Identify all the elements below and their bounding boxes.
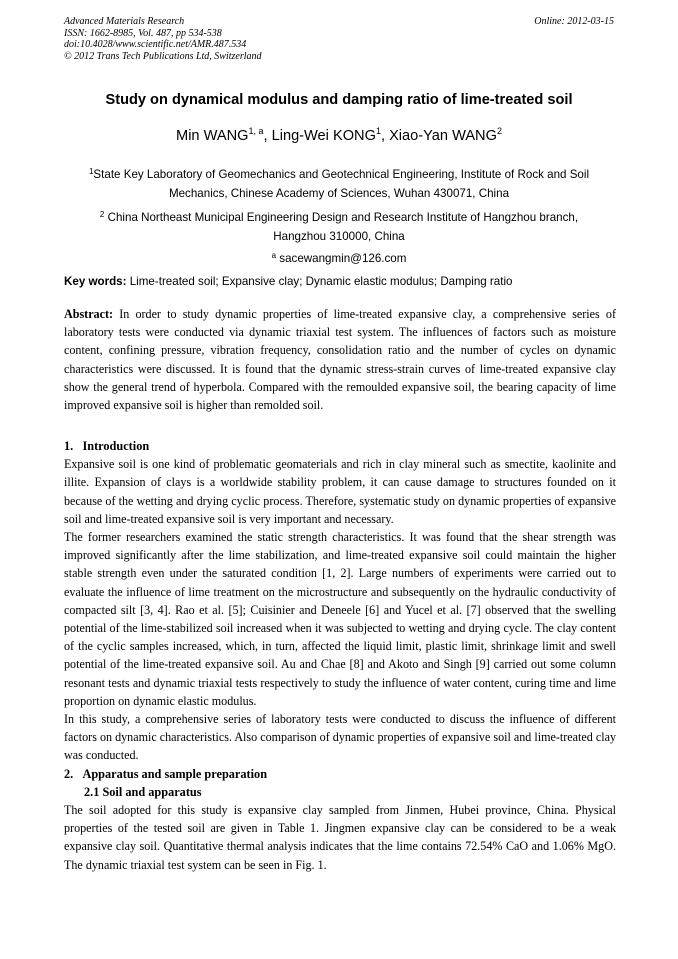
affiliation-line: State Key Laboratory of Geomechanics and Geotechnical Engineering, Institute of Rock and Soil <box>93 168 590 181</box>
paragraph: Expansive soil is one kind of problematic geomaterials and rich in clay mineral such as smectite, kaolinite and illite. Expansion of clays is a worldwide stability problem, it can cause damage to structures founded on it because of the wetting and drying cyclic process. Therefore, systematic study on dynamic properties of expansive soil and lime-treated expansive soil is very important and necessary. <box>64 457 616 526</box>
abstract <box>64 305 616 414</box>
author-list: Min WANG$^{1, a}$, Ling-Wei KONG$^1$, Xiao-Yan WANG$^2$ <box>176 126 502 144</box>
online-date: Online: 2012-03-15 <box>534 16 614 27</box>
paragraph: The former researchers examined the static strength characteristics. It was found that the shear strength was improved significantly after the lime stabilization, and lime-treated expansive soil could maintain the higher stable strength even under the saturated condition [1, 2]. Large numbers of experiments were carried out to evaluate the influence of lime treatment on the microstructure and subsequently on the hydraulic conductivity of compacted silt [3, 4]. Rao et al. [5]; Cuisinier and Deneele [6] and Yucel et al. [7] observed that the swelling potential of the lime-stabilized soil increased when it was subjected to wetting and drying cycle. The clay content of the cyclic samples increased, which, in turn, affected the liquid limit, plastic limit, shrinkage limit and swell potential of the lime-treated expansive soil. Au and Chae [8] and Akoto and Singh [9] carried out some column resonant tests and dynamic triaxial tests respectively to study the influence of water content, curing time and lime proportion on dynamic elastic modulus. <box>64 530 616 708</box>
affiliation-line: Mechanics, Chinese Academy of Sciences, Wuhan 430071, China <box>168 187 510 200</box>
subsection-heading-soil: 2.1 Soil and apparatus <box>84 784 202 799</box>
author-name: Xiao-Yan WANG <box>389 128 497 144</box>
author-name: Ling-Wei KONG <box>271 128 376 144</box>
copyright-line: © 2012 Trans Tech Publications Ltd, Switzerland <box>64 50 262 62</box>
section-heading-apparatus: 2. Apparatus and sample preparation <box>64 766 268 781</box>
email-address: sacewangmin@126.com <box>279 252 407 265</box>
section-heading-introduction: 1. Introduction <box>64 439 150 453</box>
abstract-text: In order to study dynamic properties of lime-treated expansive clay, a comprehensive series of laboratory tests were conducted via dynamic triaxial test system. The influences of factors such as moisture content, confining pressure, vibration frequency, consolidation ratio and the number of cycles on dynamic characteristics were discussed. It is found that the dynamic stress-strain curves of lime-treated expansive clay show the general trend of hyperbola. Compared with the remoulded expansive soil, the bearing capacity of lime improved expansive soil is higher than remolded soil. <box>64 307 616 413</box>
keywords <box>64 275 616 288</box>
doi-line: doi:10.4028/www.scientific.net/AMR.487.534 <box>64 39 247 51</box>
email-sup: a <box>271 251 277 260</box>
journal-name: Advanced Materials Research <box>64 16 185 27</box>
affiliation-line: China Northeast Municipal Engineering Design and Research Institute of Hangzhou branch, <box>107 211 579 224</box>
journal-header <box>64 16 262 62</box>
issn-line: ISSN: 1662-8985, Vol. 487, pp 534-538 <box>64 27 222 39</box>
paragraph: In this study, a comprehensive series of laboratory tests were conducted to discuss the influence of different factors on dynamic characteristics. Also comparison of dynamic properties of expansive soil and lime-treated clay was conducted. <box>64 712 616 763</box>
affiliation-1 <box>64 165 614 203</box>
abstract-label: Abstract: <box>64 307 114 321</box>
keywords-label: Key words: <box>64 275 127 288</box>
author-sup: 1 <box>375 126 381 136</box>
keywords-text: Lime-treated soil; Expansive clay; Dynamic elastic modulus; Damping ratio <box>129 275 513 288</box>
affiliation-line: Hangzhou 310000, China <box>273 230 405 243</box>
paper-title: Study on dynamical modulus and damping ratio of lime-treated soil <box>105 92 573 108</box>
affiliation-sup: 2 <box>99 210 105 219</box>
author-name: Min WANG <box>176 128 249 144</box>
affiliation-2 <box>64 208 614 246</box>
main-text <box>64 437 616 874</box>
paragraph: The soil adopted for this study is expansive clay sampled from Jinmen, Hubei province, China. Physical properties of the tested soil are given in Table 1. Jingmen expansive clay can be considered to be a weak expansive clay soil. Quantitative thermal analysis indicates that the lime contains 72.54% CaO and 1.06% MgO. The dynamic triaxial test system can be seen in Fig. 1. <box>64 803 616 872</box>
author-email <box>64 249 614 268</box>
author-sup: 2 <box>496 126 502 136</box>
affiliation-sup: 1 <box>88 167 94 176</box>
author-sup: 1, a <box>248 126 264 136</box>
